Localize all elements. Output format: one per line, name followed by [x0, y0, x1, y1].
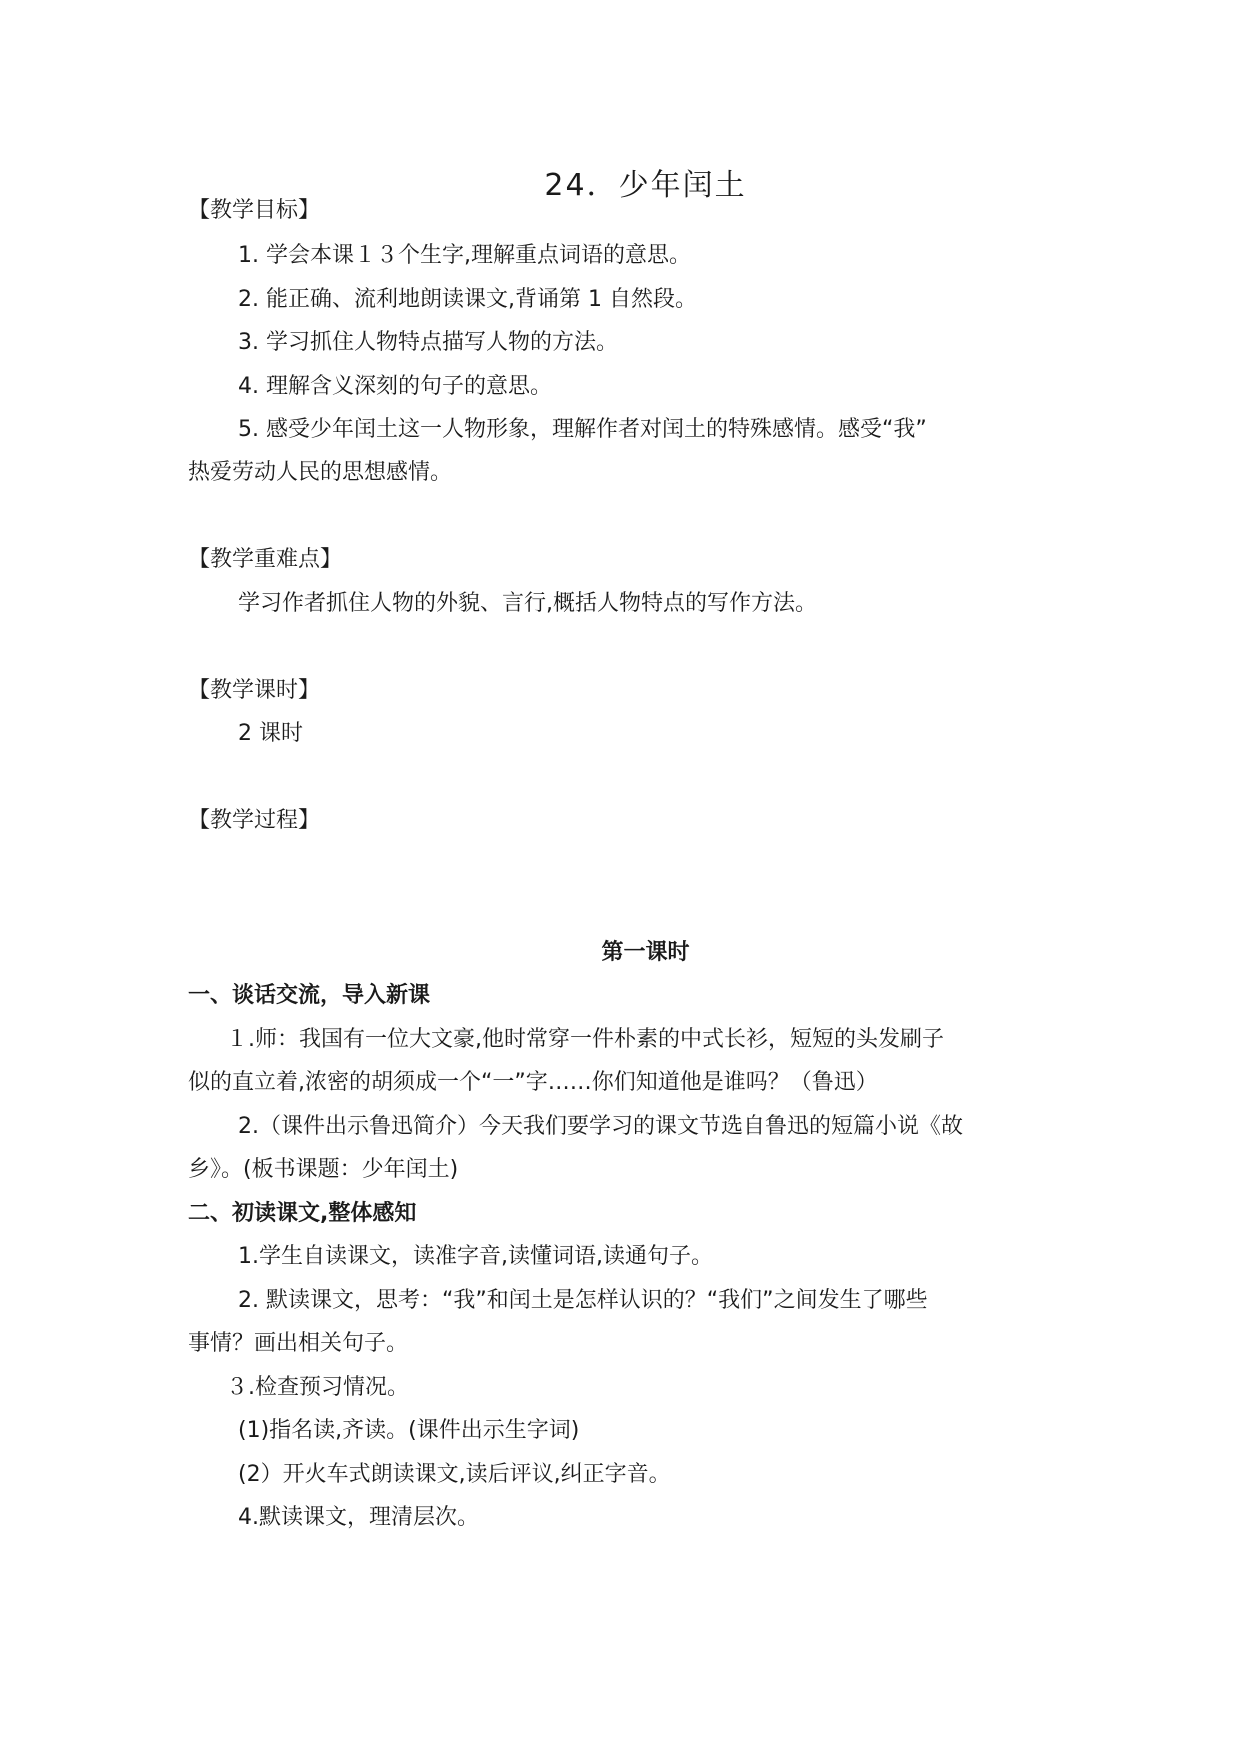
key-points-text: 学习作者抓住人物的外貌、言行,概括人物特点的写作方法。: [238, 591, 817, 616]
part-two-header: 二、初读课文,整体感知: [188, 1201, 417, 1226]
paragraph-line: (1)指名读,齐读。(课件出示生字词): [238, 1418, 580, 1443]
objective-item: 2. 能正确、流利地朗读课文,背诵第 1 自然段。: [238, 287, 697, 312]
paragraph-line: 2.（课件出示鲁迅简介）今天我们要学习的课文节选自鲁迅的短篇小说《故: [238, 1114, 963, 1139]
paragraph-line: １.师：我国有一位大文豪,他时常穿一件朴素的中式长衫，短短的头发刷子: [226, 1027, 944, 1052]
paragraph-line: (2）开火车式朗读课文,读后评议,纠正字音。: [238, 1462, 671, 1487]
part-one-header: 一、谈话交流，导入新课: [188, 983, 431, 1008]
hours-text: 2 课时: [238, 721, 303, 746]
paragraph-line: 4.默读课文，理清层次。: [238, 1505, 479, 1530]
paragraph-line: 乡》。(板书课题：少年闰土): [188, 1157, 459, 1182]
objective-item: 5. 感受少年闰土这一人物形象，理解作者对闰土的特殊感情。感受“我”: [238, 417, 927, 442]
key-points-header: 【教学重难点】: [188, 547, 343, 572]
paragraph-line: 事情？画出相关句子。: [188, 1331, 409, 1356]
paragraph-line: 1.学生自读课文，读准字音,读懂词语,读通句子。: [238, 1244, 713, 1269]
objective-item: 1. 学会本课１３个生字,理解重点词语的意思。: [238, 243, 691, 268]
objective-item: 3. 学习抓住人物特点描写人物的方法。: [238, 330, 618, 355]
objective-item-continuation: 热爱劳动人民的思想感情。: [188, 460, 453, 485]
paragraph-line: ３.检查预习情况。: [226, 1375, 409, 1400]
paragraph-line: 似的直立着,浓密的胡须成一个“一”字……你们知道他是谁吗？（鲁迅）: [188, 1070, 878, 1095]
objective-item: 4. 理解含义深刻的句子的意思。: [238, 374, 552, 399]
document-title: 24．少年闰土: [544, 168, 747, 203]
hours-header: 【教学课时】: [188, 678, 321, 703]
objectives-header: 【教学目标】: [188, 198, 321, 223]
paragraph-line: 2. 默读课文，思考：“我”和闰土是怎样认识的？“我们”之间发生了哪些: [238, 1288, 928, 1313]
process-header: 【教学过程】: [188, 808, 321, 833]
lesson-one-heading: 第一课时: [601, 940, 690, 965]
